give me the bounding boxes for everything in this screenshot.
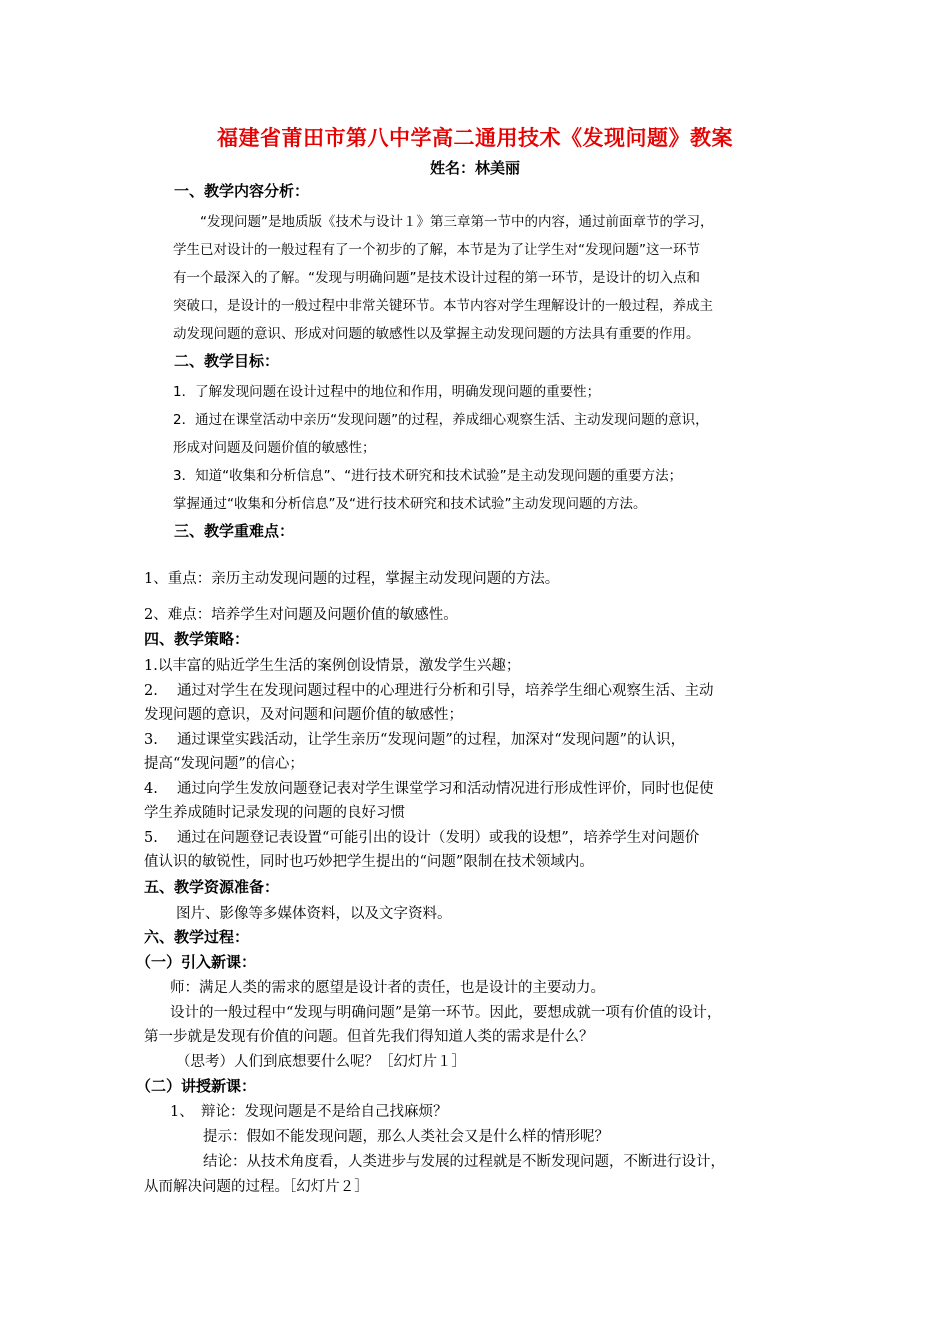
strategy-line: 1.以丰富的贴近学生生活的案例创设情景，激发学生兴趣；	[144, 658, 521, 674]
process-line: 结论：从技术角度看，人类进步与发展的过程就是不断发现问题，不断进行设计，	[203, 1154, 725, 1170]
subsection-heading-new-lesson: （二）讲授新课：	[136, 1077, 257, 1095]
goal-line: 3．知道“收集和分析信息”、“进行技术研究和技术试验”是主动发现问题的重要方法；	[173, 468, 683, 484]
process-line: 设计的一般过程中“发现与明确问题”是第一环节。因此，要想成就一项有价值的设计，	[170, 1005, 722, 1021]
process-line: 提示：假如不能发现问题，那么人类社会又是什么样的情形呢？	[203, 1129, 609, 1145]
process-line: （思考）人们到底想要什么呢？［幻灯片１］	[176, 1054, 466, 1070]
strategy-line: 学生养成随时记录发现的问题的良好习惯	[144, 805, 405, 821]
paragraph-line: “发现问题”是地质版《技术与设计１》第三章第一节中的内容，通过前面章节的学习，	[200, 214, 714, 230]
strategy-line: 发现问题的意识，及对问题和问题价值的敏感性；	[144, 707, 463, 723]
goal-line: 2．通过在课堂活动中亲历“发现问题”的过程，养成细心观察生活、主动发现问题的意识，	[173, 412, 709, 428]
process-line: 1、 辩论：发现问题是不是给自己找麻烦？	[170, 1104, 448, 1120]
subsection-heading-introduction: （一）引入新课：	[136, 953, 257, 971]
process-line: 从而解决问题的过程。［幻灯片２］	[144, 1179, 369, 1195]
section-heading-content-analysis: 一、教学内容分析：	[174, 182, 310, 200]
process-line: 师：满足人类的需求的愿望是设计者的责任，也是设计的主要动力。	[170, 980, 605, 996]
strategy-line: 提高“发现问题”的信心；	[144, 756, 304, 772]
strategy-line: 3. 通过课堂实践活动，让学生亲历“发现问题”的过程，加深对“发现问题”的认识，	[144, 732, 686, 748]
author-line: 姓名：林美丽	[429, 159, 520, 177]
paragraph-line: 学生已对设计的一般过程有了一个初步的了解，本节是为了让学生对“发现问题”这一环节	[173, 242, 700, 258]
paragraph-line: 突破口，是设计的一般过程中非常关键环节。本节内容对学生理解设计的一般过程，养成主	[173, 298, 713, 314]
strategy-line: 4. 通过向学生发放问题登记表对学生课堂学习和活动情况进行形成性评价，同时也促使	[144, 781, 714, 797]
section-heading-teaching-goals: 二、教学目标：	[174, 352, 280, 370]
section-heading-strategy: 四、教学策略：	[144, 630, 250, 648]
section-heading-key-points: 三、教学重难点：	[174, 522, 295, 540]
strategy-line: 值认识的敏锐性，同时也巧妙把学生提出的“问题”限制在技术领域内。	[144, 854, 594, 870]
key-point-line: 1、重点：亲历主动发现问题的过程，掌握主动发现问题的方法。	[144, 571, 560, 587]
key-point-line: 2、难点：培养学生对问题及问题价值的敏感性。	[144, 607, 458, 623]
paragraph-line: 有一个最深入的了解。“发现与明确问题”是技术设计过程的第一环节，是设计的切入点和	[173, 270, 700, 286]
resources-line: 图片、影像等多媒体资料，以及文字资料。	[176, 906, 452, 922]
document-title: 福建省莆田市第八中学高二通用技术《发现问题》教案	[217, 125, 733, 150]
process-line: 第一步就是发现有价值的问题。但首先我们得知道人类的需求是什么？	[144, 1029, 594, 1045]
goal-line: 形成对问题及问题价值的敏感性；	[173, 440, 376, 456]
goal-line: 掌握通过“收集和分析信息”及“进行技术研究和技术试验”主动发现问题的方法。	[173, 496, 647, 512]
section-heading-process: 六、教学过程：	[144, 928, 250, 946]
goal-line: 1．了解发现问题在设计过程中的地位和作用，明确发现问题的重要性；	[173, 384, 601, 400]
strategy-line: 2. 通过对学生在发现问题过程中的心理进行分析和引导，培养学生细心观察生活、主动	[144, 683, 714, 699]
strategy-line: 5. 通过在问题登记表设置“可能引出的设计（发明）或我的设想”，培养学生对问题价	[144, 830, 700, 846]
section-heading-resources: 五、教学资源准备：	[144, 878, 280, 896]
paragraph-line: 动发现问题的意识、形成对问题的敏感性以及掌握主动发现问题的方法具有重要的作用。	[173, 326, 700, 342]
